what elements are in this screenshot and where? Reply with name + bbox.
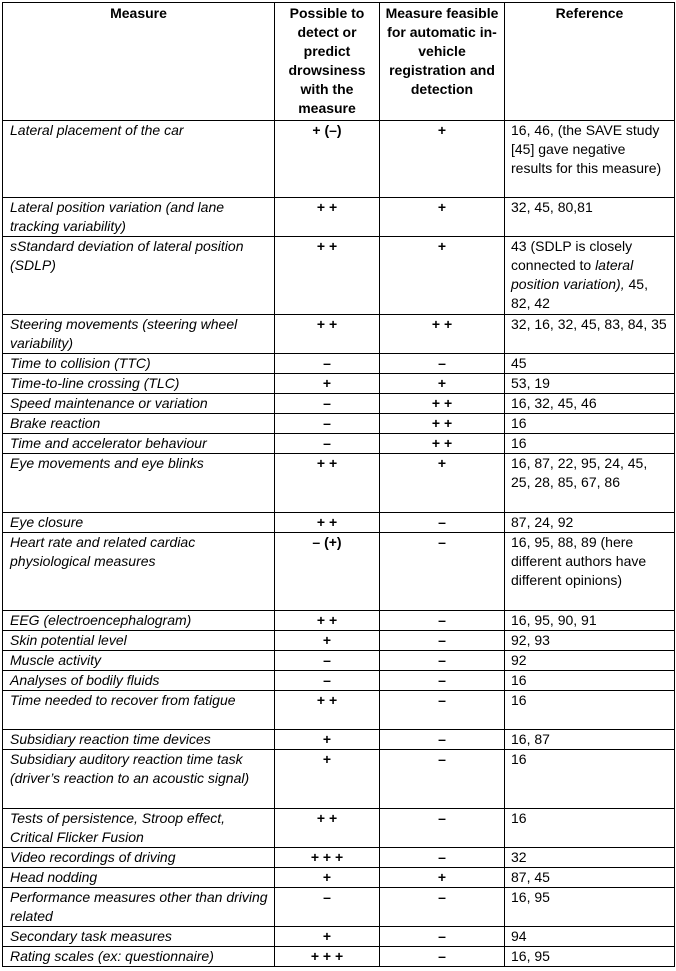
reference-cell: 16, 32, 45, 46 xyxy=(505,394,675,414)
detect-cell: + (–) xyxy=(275,121,380,198)
reference-cell: 32, 45, 80,81 xyxy=(505,198,675,237)
table-row xyxy=(3,671,675,691)
table-row xyxy=(3,374,675,394)
feasible-cell: + + xyxy=(380,414,505,434)
measure-cell: Subsidiary reaction time devices xyxy=(3,730,275,750)
feasible-cell: – xyxy=(380,888,505,927)
detect-cell: + + + xyxy=(275,947,380,967)
feasible-cell: – xyxy=(380,631,505,651)
reference-cell: 45 xyxy=(505,354,675,374)
table-row xyxy=(3,631,675,651)
table-row xyxy=(3,454,675,513)
reference-cell: 16 xyxy=(505,671,675,691)
table-row xyxy=(3,947,675,967)
header-measure: Measure xyxy=(3,3,275,121)
measure-cell: Brake reaction xyxy=(3,414,275,434)
reference-text: 43 (SDLP is closely connected to xyxy=(511,238,633,273)
measure-cell: Head nodding xyxy=(3,868,275,888)
feasible-cell: – xyxy=(380,750,505,809)
reference-text-end: 45, 82, 42 xyxy=(511,276,648,311)
reference-cell: 16, 46, (the SAVE study [45] gave negative results for this measure) xyxy=(505,121,675,198)
reference-cell: 16, 95, 90, 91 xyxy=(505,611,675,631)
detect-cell: + xyxy=(275,631,380,651)
reference-cell: 87, 24, 92 xyxy=(505,513,675,533)
table-body xyxy=(3,121,675,967)
header-detect: Possible to detect or predict drowsiness with the measure xyxy=(275,3,380,121)
measure-cell: Rating scales (ex: questionnaire) xyxy=(3,947,275,967)
table-row xyxy=(3,533,675,611)
measure-cell: Lateral position variation (and lane tracking variability) xyxy=(3,198,275,237)
feasible-cell: – xyxy=(380,848,505,868)
measure-cell: Eye movements and eye blinks xyxy=(3,454,275,513)
measure-cell: Secondary task measures xyxy=(3,927,275,947)
detect-cell: – (+) xyxy=(275,533,380,611)
feasible-cell: + + xyxy=(380,315,505,354)
detect-cell: + xyxy=(275,927,380,947)
feasible-cell: + xyxy=(380,374,505,394)
feasible-cell: – xyxy=(380,533,505,611)
measure-cell: Heart rate and related cardiac physiological measures xyxy=(3,533,275,611)
table-row xyxy=(3,121,675,198)
reference-cell: 16 xyxy=(505,809,675,848)
reference-cell: 16, 95 xyxy=(505,947,675,967)
table-row xyxy=(3,414,675,434)
table-row xyxy=(3,809,675,848)
detect-cell: + + xyxy=(275,237,380,315)
header-feasible: Measure feasible for automatic in-vehicle registration and detection xyxy=(380,3,505,121)
header-row xyxy=(3,3,675,121)
reference-cell: 16, 87, 22, 95, 24, 45, 25, 28, 85, 67, 86 xyxy=(505,454,675,513)
detect-cell: + + xyxy=(275,198,380,237)
reference-cell: 87, 45 xyxy=(505,868,675,888)
feasible-cell: + xyxy=(380,454,505,513)
feasible-cell: – xyxy=(380,730,505,750)
feasible-cell: – xyxy=(380,809,505,848)
detect-cell: + + xyxy=(275,691,380,730)
feasible-cell: – xyxy=(380,651,505,671)
table-header xyxy=(3,3,675,121)
detect-cell: + + xyxy=(275,454,380,513)
measure-cell: sStandard deviation of lateral position (SDLP) xyxy=(3,237,275,315)
table-row xyxy=(3,750,675,809)
feasible-cell: + xyxy=(380,121,505,198)
reference-cell: 16 xyxy=(505,414,675,434)
reference-cell: 16, 95, 88, 89 (here different authors have different opinions) xyxy=(505,533,675,611)
detect-cell: – xyxy=(275,414,380,434)
detect-cell: – xyxy=(275,671,380,691)
table-row xyxy=(3,691,675,730)
drowsiness-measures-table xyxy=(2,2,675,967)
reference-cell: 32 xyxy=(505,848,675,868)
reference-cell: 16 xyxy=(505,434,675,454)
table-row xyxy=(3,730,675,750)
measure-cell: Tests of persistence, Stroop effect, Critical Flicker Fusion xyxy=(3,809,275,848)
detect-cell: + xyxy=(275,868,380,888)
feasible-cell: + xyxy=(380,198,505,237)
measure-cell: Muscle activity xyxy=(3,651,275,671)
measure-cell: Time-to-line crossing (TLC) xyxy=(3,374,275,394)
detect-cell: + xyxy=(275,374,380,394)
detect-cell: + + xyxy=(275,809,380,848)
measure-cell: Time needed to recover from fatigue xyxy=(3,691,275,730)
reference-emphasis: lateral position variation), xyxy=(511,257,634,292)
detect-cell: – xyxy=(275,888,380,927)
table-row xyxy=(3,927,675,947)
measure-cell: Lateral placement of the car xyxy=(3,121,275,198)
detect-cell: – xyxy=(275,434,380,454)
table-row xyxy=(3,434,675,454)
feasible-cell: – xyxy=(380,947,505,967)
detect-cell: + xyxy=(275,750,380,809)
table-row xyxy=(3,611,675,631)
table-wrapper xyxy=(2,2,675,967)
reference-cell: 16 xyxy=(505,750,675,809)
feasible-cell: – xyxy=(380,927,505,947)
table-row xyxy=(3,888,675,927)
reference-cell: 16, 87 xyxy=(505,730,675,750)
measure-cell: Video recordings of driving xyxy=(3,848,275,868)
feasible-cell: + xyxy=(380,237,505,315)
feasible-cell: – xyxy=(380,611,505,631)
measure-cell: Performance measures other than driving related xyxy=(3,888,275,927)
reference-cell: 92 xyxy=(505,651,675,671)
detect-cell: + xyxy=(275,730,380,750)
feasible-cell: – xyxy=(380,671,505,691)
reference-cell: 53, 19 xyxy=(505,374,675,394)
reference-cell: 32, 16, 32, 45, 83, 84, 35 xyxy=(505,315,675,354)
measure-cell: Analyses of bodily fluids xyxy=(3,671,275,691)
measure-cell: Speed maintenance or variation xyxy=(3,394,275,414)
measure-cell: EEG (electroencephalogram) xyxy=(3,611,275,631)
feasible-cell: + + xyxy=(380,434,505,454)
table-row xyxy=(3,198,675,237)
feasible-cell: + + xyxy=(380,394,505,414)
measure-cell: Eye closure xyxy=(3,513,275,533)
feasible-cell: + xyxy=(380,868,505,888)
measure-cell: Time to collision (TTC) xyxy=(3,354,275,374)
measure-cell: Skin potential level xyxy=(3,631,275,651)
reference-cell: 94 xyxy=(505,927,675,947)
reference-cell: 16, 95 xyxy=(505,888,675,927)
detect-cell: + + + xyxy=(275,848,380,868)
detect-cell: – xyxy=(275,354,380,374)
measure-cell: Time and accelerator behaviour xyxy=(3,434,275,454)
table-row xyxy=(3,354,675,374)
header-reference: Reference xyxy=(505,3,675,121)
feasible-cell: – xyxy=(380,691,505,730)
reference-cell xyxy=(505,237,675,315)
detect-cell: + + xyxy=(275,611,380,631)
table-row xyxy=(3,394,675,414)
feasible-cell: – xyxy=(380,513,505,533)
table-row xyxy=(3,651,675,671)
feasible-cell: – xyxy=(380,354,505,374)
measure-cell: Steering movements (steering wheel variability) xyxy=(3,315,275,354)
detect-cell: + + xyxy=(275,513,380,533)
table-row xyxy=(3,237,675,315)
detect-cell: + + xyxy=(275,315,380,354)
table-row xyxy=(3,513,675,533)
reference-cell: 92, 93 xyxy=(505,631,675,651)
table-row xyxy=(3,315,675,354)
detect-cell: – xyxy=(275,651,380,671)
detect-cell: – xyxy=(275,394,380,414)
reference-cell: 16 xyxy=(505,691,675,730)
measure-cell: Subsidiary auditory reaction time task (driver’s reaction to an acoustic signal) xyxy=(3,750,275,809)
table-row xyxy=(3,848,675,868)
table-row xyxy=(3,868,675,888)
